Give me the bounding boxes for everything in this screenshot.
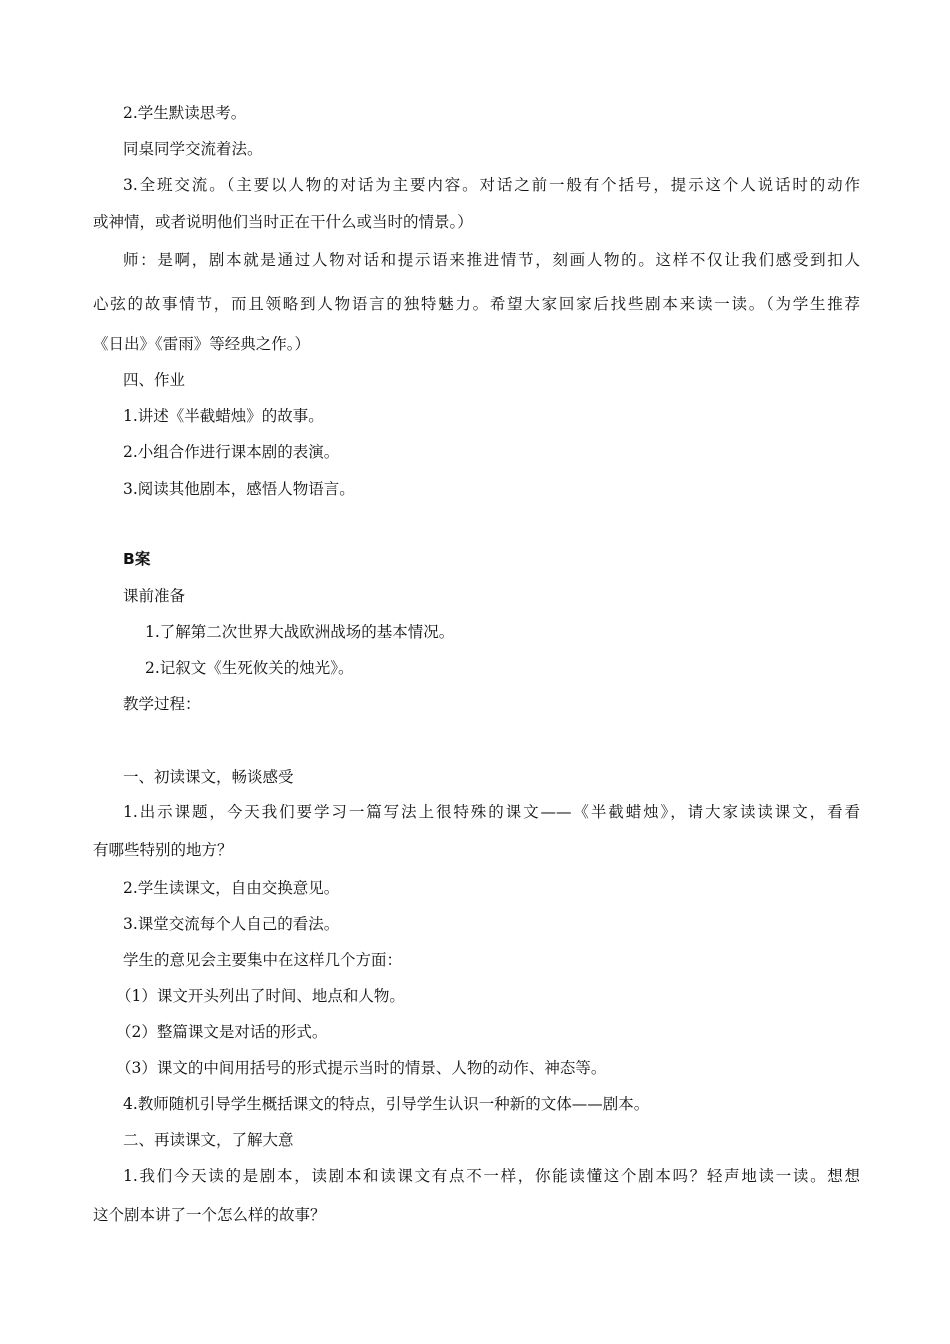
paragraph-line: 心弦的故事情节，而且领略到人物语言的独特魅力。希望大家回家后找些剧本来读一读。（为学生推荐	[93, 295, 860, 313]
section-heading: 课前准备	[123, 587, 186, 605]
paragraph-line: 或神情，或者说明他们当时正在干什么或当时的情景。）	[93, 213, 473, 231]
paragraph-line: 学生的意见会主要集中在这样几个方面：	[123, 951, 403, 969]
paragraph-line: 《日出》《雷雨》等经典之作。）	[93, 335, 311, 353]
list-item: 3.课堂交流每个人自己的看法。	[123, 915, 340, 933]
paragraph-line: 这个剧本讲了一个怎么样的故事？	[93, 1206, 326, 1224]
paragraph-line: 师：是啊，剧本就是通过人物对话和提示语来推进情节，刻画人物的。这样不仅让我们感受到扣人	[123, 251, 860, 269]
list-item: 3.阅读其他剧本，感悟人物语言。	[123, 480, 355, 498]
paragraph-line: 3.全班交流。（主要以人物的对话为主要内容。对话之前一般有个括号，提示这个人说话时的动作	[123, 176, 860, 194]
list-item: 2.记叙文《生死攸关的烛光》。	[145, 659, 354, 677]
list-item: （1）课文开头列出了时间、地点和人物。	[116, 987, 405, 1005]
list-item: （2）整篇课文是对话的形式。	[116, 1023, 328, 1041]
paragraph-line: 2.学生默读思考。	[123, 104, 247, 122]
plan-b-heading: B案	[123, 550, 151, 568]
list-item: （3）课文的中间用括号的形式提示当时的情景、人物的动作、神态等。	[116, 1059, 607, 1077]
list-item: 1.讲述《半截蜡烛》的故事。	[123, 407, 324, 425]
paragraph-line: 1.我们今天读的是剧本，读剧本和读课文有点不一样，你能读懂这个剧本吗？轻声地读一读。想想	[123, 1167, 860, 1185]
paragraph-line: 同桌同学交流着法。	[123, 140, 263, 158]
list-item: 2.小组合作进行课本剧的表演。	[123, 443, 340, 461]
section-heading: 一、初读课文，畅谈感受	[123, 768, 294, 786]
list-item: 2.学生读课文，自由交换意见。	[123, 879, 340, 897]
section-heading: 二、再读课文，了解大意	[123, 1131, 294, 1149]
list-item: 1.了解第二次世界大战欧洲战场的基本情况。	[145, 623, 455, 641]
section-heading: 教学过程：	[123, 695, 201, 713]
section-heading: 四、作业	[123, 371, 186, 389]
paragraph-line: 有哪些特别的地方？	[93, 841, 233, 859]
paragraph-line: 1.出示课题，今天我们要学习一篇写法上很特殊的课文——《半截蜡烛》，请大家读读课文，看看	[123, 803, 860, 821]
list-item: 4.教师随机引导学生概括课文的特点，引导学生认识一种新的文体——剧本。	[123, 1095, 650, 1113]
